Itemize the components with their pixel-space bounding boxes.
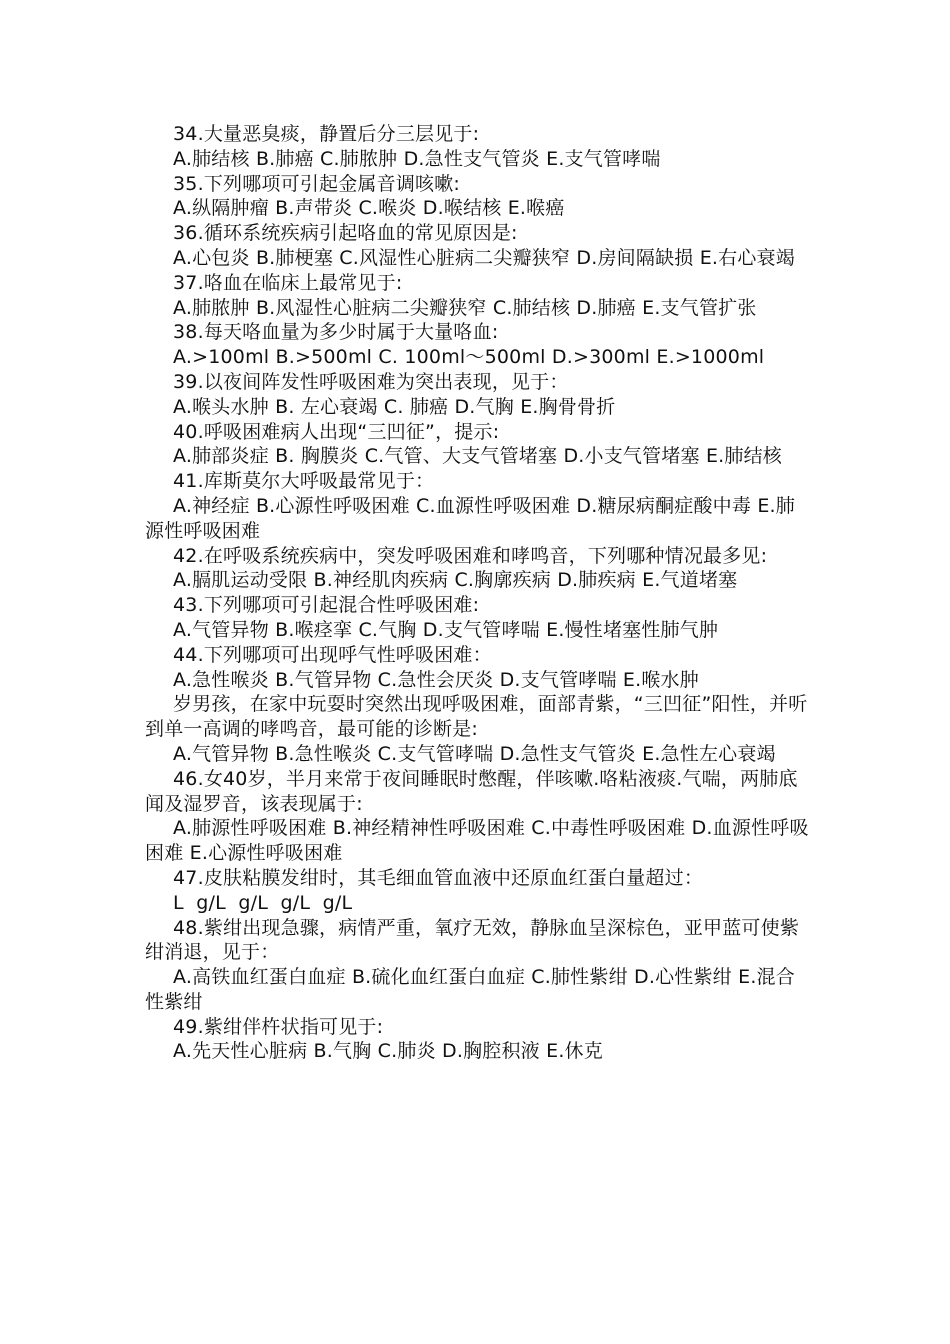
question-39: 39.以夜间阵发性呼吸困难为突出表现，见于： <box>173 370 569 393</box>
question-49: 49.紫绀伴杵状指可见于: <box>173 1015 384 1038</box>
options-34: A.肺结核 B.肺癌 C.肺脓肿 D.急性支气管炎 E.支气管哮喘 <box>173 147 661 170</box>
question-47: 47.皮肤粘膜发绀时，其毛细血管血液中还原血红蛋白量超过： <box>173 866 704 889</box>
question-40: 40.呼吸困难病人出现“三凹征”，提示: <box>173 420 500 443</box>
question-list <box>145 122 810 1064</box>
options-37: A.肺脓肿 B.风湿性心脏病二尖瓣狭窄 C.肺结核 D.肺癌 E.支气管扩张 <box>173 296 757 319</box>
options-45: A.气管异物 B.急性喉炎 C.支气管哮喘 D.急性支气管炎 E.急性左心衰竭 <box>173 742 776 765</box>
options-47: L g/L g/L g/L g/L <box>173 891 353 914</box>
question-34: 34.大量恶臭痰，静置后分三层见于: <box>173 123 480 145</box>
question-46: 46.女40岁，半月来常于夜间睡眠时憋醒，伴咳嗽.咯粘液痰.气喘，两肺底闻及湿罗音，该表现属于: <box>145 767 798 815</box>
options-48: A.高铁血红蛋白血症 B.硫化血红蛋白血症 C.肺性紫绀 D.心性紫绀 E.混合性紫绀 <box>145 966 795 1013</box>
options-43: A.气管异物 B.喉痉挛 C.气胸 D.支气管哮喘 E.慢性堵塞性肺气肿 <box>173 618 719 641</box>
options-44: A.急性喉炎 B.气管异物 C.急性会厌炎 D.支气管哮喘 E.喉水肿 <box>173 668 699 691</box>
options-40: A.肺部炎症 B. 胸膜炎 C.气管、大支气管堵塞 D.小支气管堵塞 E.肺结核 <box>173 445 782 468</box>
question-37: 37.咯血在临床上最常见于: <box>173 271 403 294</box>
options-46: A.肺源性呼吸困难 B.神经精神性呼吸困难 C.中毒性呼吸困难 D.血源性呼吸困难 E.心源性呼吸困难 <box>145 817 809 865</box>
options-41: A.神经症 B.心源性呼吸困难 C.血源性呼吸困难 D.糖尿病酮症酸中毒 E.肺源性呼吸困难 <box>145 494 795 542</box>
question-43: 43.下列哪项可引起混合性呼吸困难: <box>173 594 480 617</box>
options-38: A.>100ml B.>500ml C. 100ml～500ml D.>300ml E.>1000ml <box>173 346 765 369</box>
question-45: 岁男孩，在家中玩耍时突然出现呼吸困难，面部青紫，“三凹征”阳性，并听到单一高调的哮鸣音，最可能的诊断是: <box>145 693 808 741</box>
question-41: 41.库斯莫尔大呼吸最常见于： <box>173 470 435 493</box>
options-42: A.膈肌运动受限 B.神经肌肉疾病 C.胸廓疾病 D.肺疾病 E.气道堵塞 <box>173 569 738 592</box>
question-35: 35.下列哪项可引起金属音调咳嗽: <box>173 172 461 195</box>
question-36: 36.循环系统疾病引起咯血的常见原因是: <box>173 222 518 245</box>
question-42: 42.在呼吸系统疾病中，突发呼吸困难和哮鸣音，下列哪种情况最多见: <box>173 544 768 567</box>
question-48: 48.紫绀出现急骤，病情严重，氧疗无效，静脉血呈深棕色，亚甲蓝可使紫绀消退，见于： <box>145 916 800 964</box>
question-38: 38.每天咯血量为多少时属于大量咯血: <box>173 321 499 344</box>
options-39: A.喉头水肿 B. 左心衰竭 C. 肺癌 D.气胸 E.胸骨骨折 <box>173 395 616 418</box>
options-35: A.纵隔肿瘤 B.声带炎 C.喉炎 D.喉结核 E.喉癌 <box>173 197 565 220</box>
options-36: A.心包炎 B.肺梗塞 C.风湿性心脏病二尖瓣狭窄 D.房间隔缺损 E.右心衰竭 <box>173 246 795 269</box>
options-49: A.先天性心脏病 B.气胸 C.肺炎 D.胸腔积液 E.休克 <box>173 1040 603 1063</box>
question-44: 44.下列哪项可出现呼气性呼吸困难： <box>173 643 492 666</box>
